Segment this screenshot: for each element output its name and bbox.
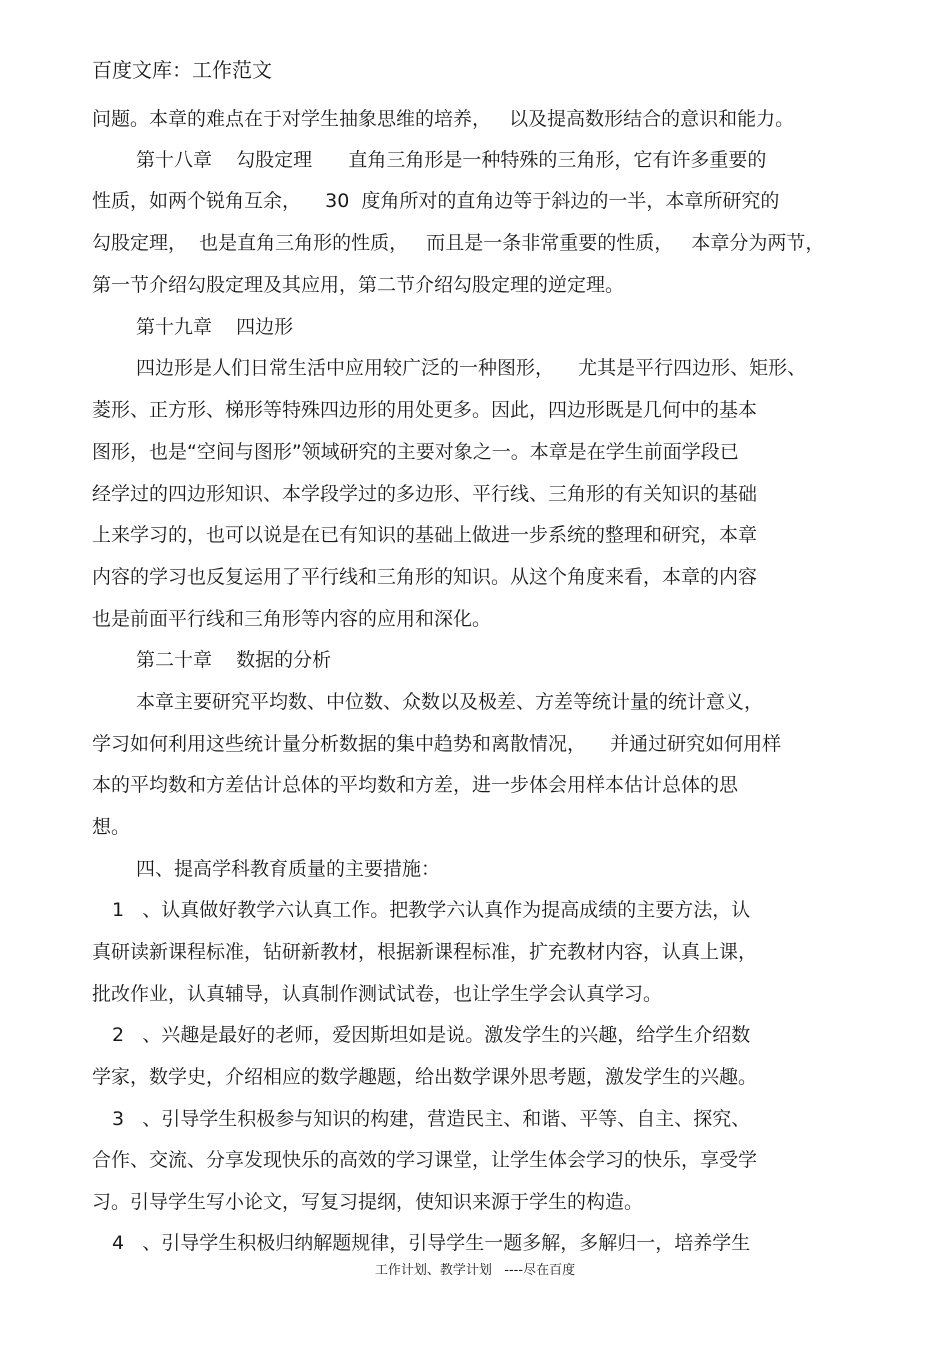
paragraph-line: 第一节介绍勾股定理及其应用，第二节介绍勾股定理的逆定理。 — [92, 274, 625, 296]
chapter-heading-line: 第二十章 数据的分析 — [136, 649, 332, 671]
paragraph-line: 合作、交流、分享发现快乐的高效的学习课堂，让学生体会学习的快乐，享受学 — [92, 1149, 758, 1171]
paragraph-line: 四边形是人们日常生活中应用较广泛的一种图形， 尤其是平行四边形、矩形、 — [136, 357, 807, 379]
document-footer: 工作计划、教学计划 ----尽在百度 — [374, 1263, 576, 1278]
list-item-line: 2 、兴趣是最好的老师，爱因斯坦如是说。激发学生的兴趣，给学生介绍数 — [112, 1024, 751, 1046]
paragraph-line: 想。 — [92, 816, 131, 838]
paragraph-line: 习。引导学生写小论文，写复习提纲，使知识来源于学生的构造。 — [92, 1191, 644, 1213]
paragraph-line: 上来学习的，也可以说是在已有知识的基础上做进一步系统的整理和研究，本章 — [92, 524, 758, 546]
paragraph-line: 问题。本章的难点在于对学生抽象思维的培养， 以及提高数形结合的意识和能力。 — [92, 108, 795, 130]
paragraph-line: 经学过的四边形知识、本学段学过的多边形、平行线、三角形的有关知识的基础 — [92, 483, 758, 505]
chapter-heading-line: 第十八章 勾股定理 直角三角形是一种特殊的三角形，它有许多重要的 — [136, 149, 767, 171]
paragraph-line: 本的平均数和方差估计总体的平均数和方差，进一步体会用样本估计总体的思 — [92, 774, 739, 796]
list-item-line: 1 、认真做好教学六认真工作。把教学六认真作为提高成绩的主要方法，认 — [112, 899, 751, 921]
paragraph-line: 内容的学习也反复运用了平行线和三角形的知识。从这个角度来看，本章的内容 — [92, 566, 758, 588]
document-header: 百度文库：工作范文 — [92, 58, 272, 82]
list-item-line: 4 、引导学生积极归纳解题规律，引导学生一题多解，多解归一，培养学生 — [112, 1232, 751, 1254]
list-item-line: 3 、引导学生积极参与知识的构建，营造民主、和谐、平等、自主、探究、 — [112, 1108, 751, 1130]
paragraph-line: 学习如何利用这些统计量分析数据的集中趋势和离散情况， 并通过研究如何用样 — [92, 733, 782, 755]
paragraph-line: 性质，如两个锐角互余， 30 度角所对的直角边等于斜边的一半，本章所研究的 — [92, 190, 780, 212]
paragraph-line: 批改作业，认真辅导，认真制作测试试卷，也让学生学会认真学习。 — [92, 983, 663, 1005]
section-heading-line: 四、提高学科教育质量的主要措施： — [136, 858, 441, 880]
paragraph-line: 图形，也是“空间与图形”领域研究的主要对象之一。本章是在学生前面学段已 — [92, 441, 739, 463]
paragraph-line: 也是前面平行线和三角形等内容的应用和深化。 — [92, 608, 492, 630]
paragraph-line: 菱形、正方形、梯形等特殊四边形的用处更多。因此，四边形既是几何中的基本 — [92, 399, 758, 421]
paragraph-line: 勾股定理， 也是直角三角形的性质， 而且是一条非常重要的性质， 本章分为两节， — [92, 232, 825, 254]
paragraph-line: 本章主要研究平均数、中位数、众数以及极差、方差等统计量的统计意义， — [136, 691, 764, 713]
chapter-heading-line: 第十九章 四边形 — [136, 316, 294, 338]
paragraph-line: 真研读新课程标准，钻研新教材，根据新课程标准，扩充教材内容，认真上课， — [92, 941, 758, 963]
paragraph-line: 学家，数学史，介绍相应的数学趣题，给出数学课外思考题，激发学生的兴趣。 — [92, 1066, 758, 1088]
